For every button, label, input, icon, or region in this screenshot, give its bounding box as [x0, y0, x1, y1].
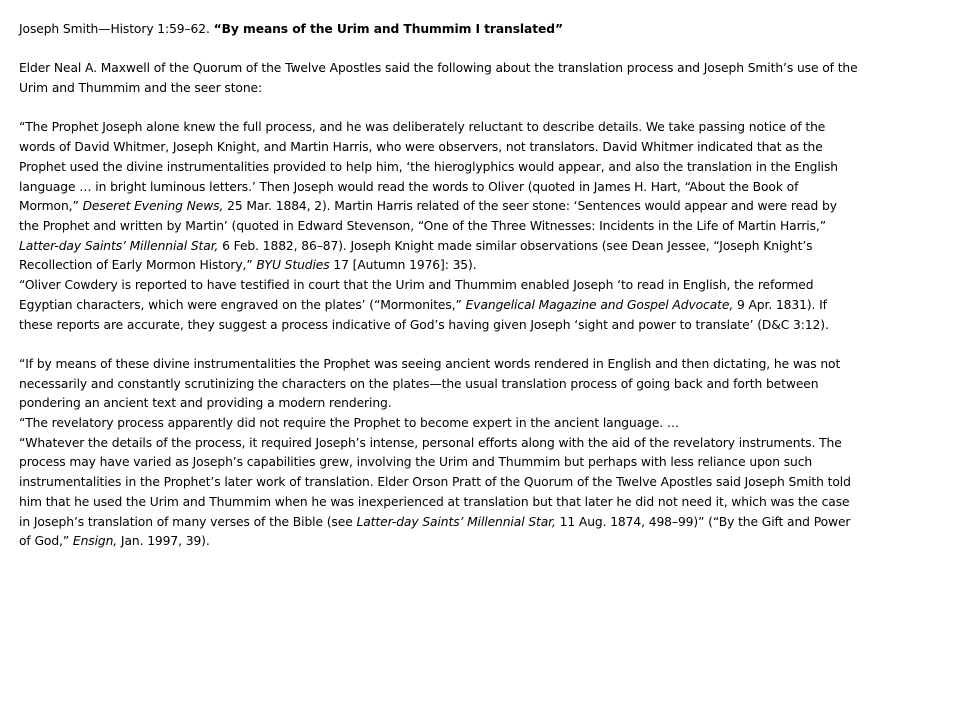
spacer — [19, 99, 859, 119]
intro-paragraph: Elder Neal A. Maxwell of the Quorum of the Twelve Apostles said the following about the translation process and Joseph Smith’s use of the Urim and Thummim and the seer stone: — [19, 61, 858, 96]
text-run: 17 [Autumn 1976]: 35). — [329, 258, 477, 273]
quote-paragraph-whitmer — [19, 118, 859, 276]
quote-paragraph-cowdery — [19, 276, 859, 335]
text-run: “The Prophet Joseph alone knew the full process, and he was deliberately reluctant to describe details. We take passing notice of the words of David Whitmer, Joseph Knight, and Martin Harris, who were observers, not translators. David Whitmer indicated that as the Prophet used the divine instrumentalities provided to help him, ‘the hieroglyphics would appear, and also the translation in the English language … in bright luminous letters.’ Then Joseph would read the words to Oliver (quoted in James H. Hart, “About the Book of Mormon,” — [19, 120, 838, 214]
quote-paragraph-details — [19, 434, 859, 552]
text-run: “Oliver Cowdery is reported to have testified in court that the Urim and Thummim enabled Joseph ‘to read in English, the reformed Egyptian characters, which were engraved on the plates’ (“Mormonites,” — [19, 278, 814, 312]
citation-title: Ensign, — [72, 534, 118, 549]
text-run: 9 Apr. 1831). If these reports are accurate, they suggest a process indicative of God’s having given Joseph ‘sight and power to translate’ (D&C 3:12). — [19, 297, 829, 332]
text-run: 6 Feb. 1882, 86–87). Joseph Knight made similar observations (see Dean Jessee, “Joseph Knight’s Recollection of Early Mormon History,” — [19, 238, 813, 273]
spacer — [19, 335, 859, 355]
heading-reference: Joseph Smith—History 1:59–62. — [19, 22, 214, 36]
citation-title: Latter-day Saints’ Millennial Star, — [19, 238, 219, 253]
citation-title: Deseret Evening News, — [82, 199, 224, 214]
slide-content — [19, 20, 859, 552]
slide-heading — [19, 20, 859, 40]
text-run: 11 Aug. 1874, 498–99)” (“By the Gift and Power of God,” — [19, 514, 851, 549]
citation-title: Latter-day Saints’ Millennial Star, — [356, 514, 556, 529]
spacer — [19, 40, 859, 60]
text-run: 25 Mar. 1884, 2). Martin Harris related of the seer stone: ‘Sentences would appear and were read by the Prophet and written by Martin’ (quoted in Edward Stevenson, “One of the Three Witnesses: Incidents in the Life of Martin Harris,” — [19, 199, 837, 233]
text-run: Jan. 1997, 39). — [117, 534, 210, 549]
heading-quote: “By means of the Urim and Thummim I translated” — [213, 22, 563, 36]
citation-title: Evangelical Magazine and Gospel Advocate, — [465, 297, 734, 312]
quote-paragraph-instrumentalities: “If by means of these divine instrumentalities the Prophet was seeing ancient words rendered in English and then dictating, he was not necessarily and constantly scrutinizing the characters on the plates—the usual translation process of going back and forth between pondering an ancient text and providing a modern rendering. — [19, 356, 841, 411]
citation-title: BYU Studies — [256, 258, 330, 273]
text-run: “Whatever the details of the process, it required Joseph’s intense, personal efforts along with the aid of the revelatory instruments. The process may have varied as Joseph’s capabilities grew, involving the Urim and Thummim but perhaps with less reliance upon such instrumentalities in the Prophet’s later work of translation. Elder Orson Pratt of the Quorum of the Twelve Apostles said Joseph Smith told him that he used the Urim and Thummim when he was inexperienced at translation but that later he did not need it, which was the case in Joseph’s translation of many verses of the Bible (see — [19, 435, 851, 529]
quote-paragraph-revelatory: “The revelatory process apparently did not require the Prophet to become expert in the ancient language. … — [19, 416, 680, 431]
